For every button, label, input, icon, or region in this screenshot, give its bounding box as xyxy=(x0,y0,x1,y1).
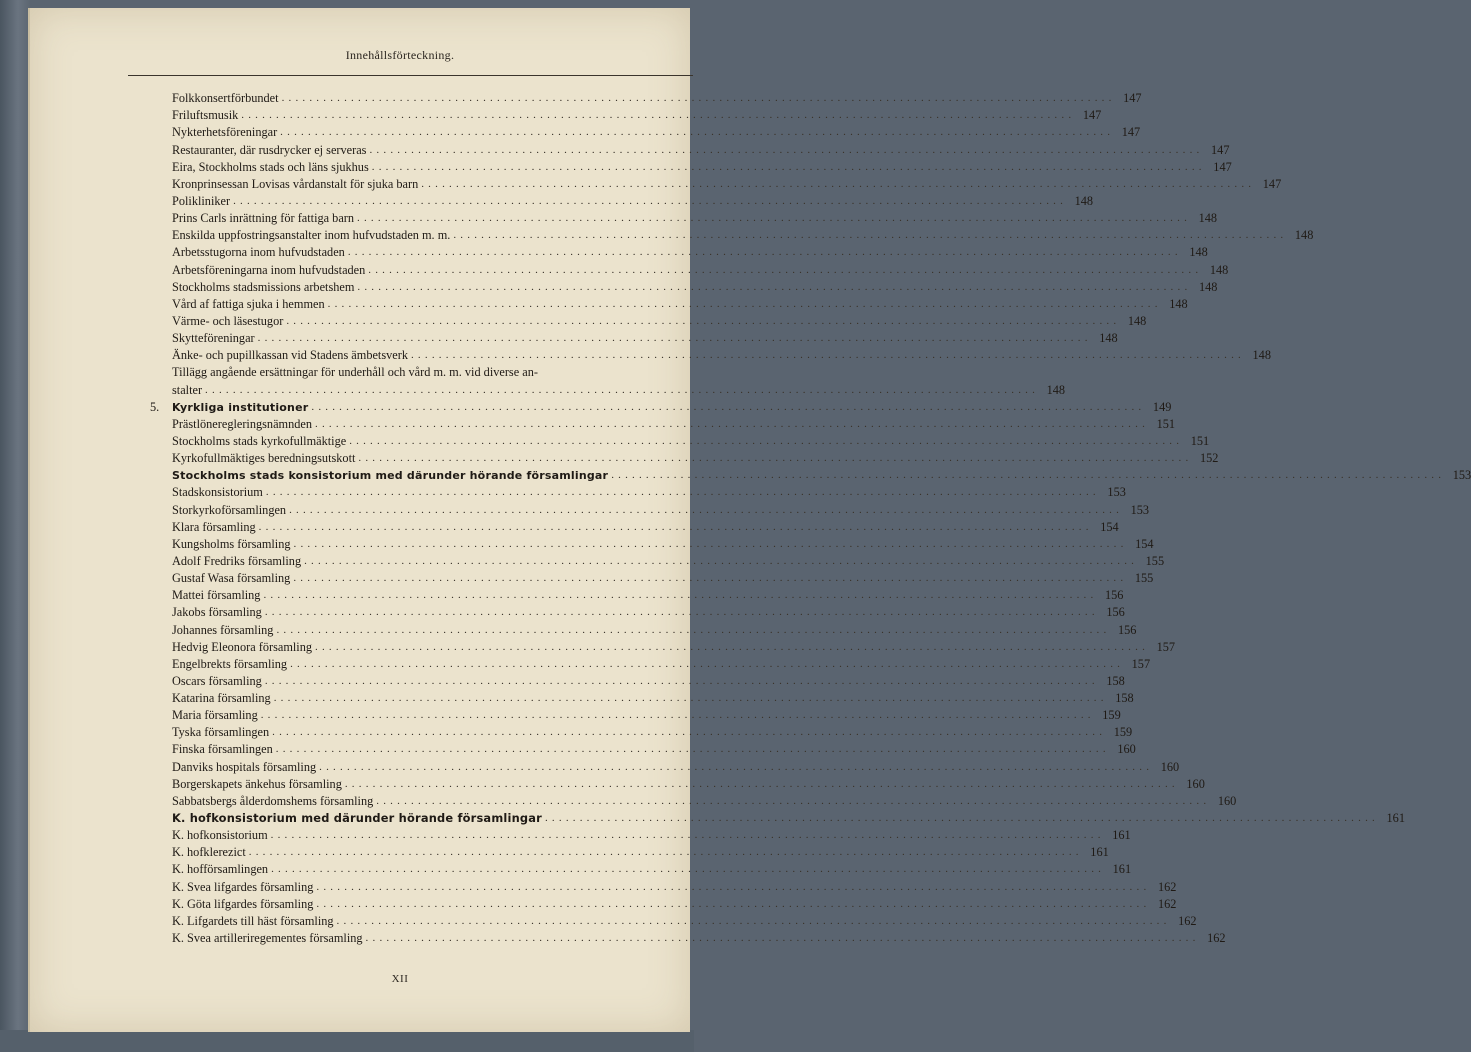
page-number: 147 xyxy=(1123,91,1142,106)
dot-leader: ........................................................................................................................ xyxy=(376,794,1211,807)
toc-entry xyxy=(150,157,1232,174)
entry-title: Maria församling xyxy=(172,708,258,723)
toc-entry xyxy=(150,482,1126,500)
page-number: 156 xyxy=(1106,605,1125,620)
entry-title: Jakobs församling xyxy=(172,605,262,620)
page-number: 155 xyxy=(1145,553,1165,568)
dot-leader: ........................................................................................................................ xyxy=(347,246,1182,259)
page-number: 148 xyxy=(1294,228,1314,243)
toc-entry xyxy=(150,722,1133,740)
entry-title: Kungsholms församling xyxy=(172,536,291,551)
page-number: 148 xyxy=(1046,382,1066,397)
toc-entry xyxy=(150,568,1154,586)
entry-title: Kyrkliga institutioner xyxy=(172,400,309,414)
page-number: 155 xyxy=(1134,571,1154,586)
entry-title: Restauranter, där rusdrycker ej serveras xyxy=(172,142,367,157)
dot-leader: ........................................................................................................................ xyxy=(315,417,1150,430)
dot-leader: ........................................................................................................................ xyxy=(265,486,1100,499)
toc-entry xyxy=(150,791,1237,808)
dot-leader: ........................................................................................................................ xyxy=(344,777,1179,790)
page-number: 154 xyxy=(1100,519,1119,534)
toc-entry xyxy=(150,688,1134,706)
toc-entry xyxy=(150,431,1210,448)
dot-leader: ........................................................................................................................ xyxy=(421,177,1256,190)
dot-leader: ........................................................................................................................ xyxy=(611,469,1446,482)
toc-entry xyxy=(150,774,1205,791)
toc-entry xyxy=(150,448,1219,466)
toc-entry xyxy=(150,928,1226,946)
entry-title: Stockholms stads kyrkofullmäktige xyxy=(172,433,347,448)
dot-leader: ........................................................................................................................ xyxy=(258,520,1093,533)
toc-entry xyxy=(150,534,1154,551)
entry-title: K. hofklerezict xyxy=(172,845,246,860)
toc-entry xyxy=(150,88,1142,106)
toc-entry xyxy=(150,122,1141,140)
page-number: 160 xyxy=(1117,742,1136,757)
book-cover-bottom xyxy=(0,1030,694,1052)
entry-title: Polikliniker xyxy=(172,193,231,208)
entry-title: Friluftsmusik xyxy=(172,108,239,123)
dot-leader: ........................................................................................................................ xyxy=(273,692,1108,705)
entry-title: Enskilda uppfostringsanstalter inom hufvudstaden m. m. xyxy=(172,228,451,243)
dot-leader: ........................................................................................................................ xyxy=(293,537,1128,550)
page-number: 161 xyxy=(1112,828,1131,843)
dot-leader: ........................................................................................................................ xyxy=(315,640,1150,653)
page-number: 148 xyxy=(1127,313,1147,328)
toc-entry xyxy=(150,499,1150,517)
page-number: 149 xyxy=(1152,399,1172,414)
toc-entry xyxy=(150,414,1176,431)
entry-title: Arbetsstugorna inom hufvudstaden xyxy=(172,245,345,260)
dot-leader: ........................................................................................................................ xyxy=(357,212,1192,225)
entry-title: Tyska församlingen xyxy=(172,725,270,740)
entry-title: K. Göta lifgardes församling xyxy=(172,896,314,911)
entry-title: Adolf Fredriks församling xyxy=(172,553,302,568)
page-number: 161 xyxy=(1112,862,1132,877)
dot-leader: ........................................................................................................................ xyxy=(241,109,1076,122)
page-number: 148 xyxy=(1198,211,1218,226)
dot-leader: ........................................................................................................................ xyxy=(263,589,1098,602)
entry-title: Danviks hospitals församling xyxy=(172,759,317,774)
toc-entry xyxy=(150,294,1188,311)
entry-title: Änke- och pupillkassan vid Stadens ämbetsverk xyxy=(172,348,408,363)
dot-leader: ........................................................................................................................ xyxy=(304,554,1139,567)
entry-title: Klara församling xyxy=(172,519,256,534)
dot-leader: ........................................................................................................................ xyxy=(311,400,1146,413)
entry-title: Värme- och läsestugor xyxy=(172,313,284,328)
entry-title: Tillägg angående ersättningar för underhåll och vård m. m. vid diverse an- xyxy=(172,365,538,380)
page-number: 161 xyxy=(1090,845,1109,860)
entry-title: Stockholms stadsmissions arbetshem xyxy=(172,279,355,294)
dot-leader: ........................................................................................................................ xyxy=(271,863,1106,876)
page-number: 161 xyxy=(1386,811,1405,826)
toc-entry xyxy=(150,756,1180,774)
dot-leader: ........................................................................................................................ xyxy=(410,349,1245,362)
page-number: 159 xyxy=(1102,708,1121,723)
page-number: 151 xyxy=(1190,433,1210,448)
toc-entry xyxy=(150,311,1147,328)
dot-leader: ........................................................................................................................ xyxy=(453,229,1288,242)
toc-entry xyxy=(150,345,1271,363)
page-number: 147 xyxy=(1211,142,1230,157)
book-page xyxy=(28,8,1471,1032)
dot-leader: ........................................................................................................................ xyxy=(272,726,1107,739)
toc-entry xyxy=(150,671,1125,688)
toc-entry xyxy=(150,191,1094,208)
page-number: 153 xyxy=(1452,468,1471,483)
page-number: 162 xyxy=(1157,879,1177,894)
page-number: 152 xyxy=(1199,451,1219,466)
entry-title: Engelbrekts församling xyxy=(172,656,288,671)
toc-entry xyxy=(150,208,1218,226)
toc-entry xyxy=(150,174,1282,191)
dot-leader: ........................................................................................................................ xyxy=(365,932,1200,945)
dot-leader: ........................................................................................................................ xyxy=(358,452,1193,465)
entry-title: K. hofförsamlingen xyxy=(172,862,269,877)
entry-title: Hedvig Eleonora församling xyxy=(172,639,313,654)
entry-title: K. Svea lifgardes församling xyxy=(172,879,314,894)
page-number: 156 xyxy=(1105,588,1124,603)
header-rule xyxy=(128,75,693,76)
dot-leader: ........................................................................................................................ xyxy=(233,194,1068,207)
page-number: 162 xyxy=(1178,913,1197,928)
entry-title: K. hofkonsistorium xyxy=(172,828,268,843)
page-number: 162 xyxy=(1207,931,1226,946)
entry-title: Finska församlingen xyxy=(172,742,273,757)
page-number: 148 xyxy=(1252,348,1271,363)
dot-leader: ........................................................................................................................ xyxy=(369,143,1204,156)
page-number: 148 xyxy=(1189,245,1208,260)
entry-title: Borgerskapets änkehus församling xyxy=(172,776,342,791)
entry-title: Kyrkofullmäktiges beredningsutskott xyxy=(172,451,356,466)
entry-title: Katarina församling xyxy=(172,691,271,706)
toc-entry xyxy=(150,328,1118,346)
page-number: 157 xyxy=(1156,639,1176,654)
entry-title: Prins Carls inrättning för fattiga barn xyxy=(172,211,355,226)
dot-leader: ........................................................................................................................ xyxy=(276,623,1111,636)
dot-leader: ........................................................................................................................ xyxy=(290,657,1125,670)
entry-title: K. Svea artilleriregementes församling xyxy=(172,931,363,946)
entry-title: Johannes församling xyxy=(172,622,274,637)
entry-title: Folkkonsertförbundet xyxy=(172,91,279,106)
page-number: 159 xyxy=(1113,725,1133,740)
toc-entry xyxy=(150,259,1229,277)
toc-entry xyxy=(150,585,1124,603)
page-number: 158 xyxy=(1115,691,1134,706)
entry-title: Sabbatsbergs ålderdomshems församling xyxy=(172,793,374,808)
toc-entry xyxy=(150,139,1230,157)
dot-leader: ........................................................................................................................ xyxy=(293,572,1128,585)
toc-entry xyxy=(150,551,1165,568)
page-number: 157 xyxy=(1131,656,1151,671)
entry-title: K. hofkonsistorium med därunder hörande församlingar xyxy=(172,811,542,826)
page-number: 153 xyxy=(1130,502,1150,517)
toc-entry xyxy=(150,911,1197,928)
running-head: Innehållsförteckning. xyxy=(345,48,455,62)
entry-title: Oscars församling xyxy=(172,673,262,688)
section-number: 5. xyxy=(150,399,160,414)
toc-section-heading xyxy=(150,808,1405,826)
toc-entry xyxy=(150,739,1136,757)
toc-entry xyxy=(150,379,1066,397)
entry-title: Skytteföreningar xyxy=(172,331,255,346)
toc-entry xyxy=(150,517,1119,534)
toc-entry xyxy=(150,876,1177,894)
dot-leader: ........................................................................................................................ xyxy=(205,383,1040,396)
page-number: 160 xyxy=(1160,759,1180,774)
page-number: 162 xyxy=(1157,896,1177,911)
dot-leader: ........................................................................................................................ xyxy=(336,914,1171,927)
entry-title: Storkyrkoförsamlingen xyxy=(172,502,287,517)
page-number: 147 xyxy=(1082,108,1102,123)
dot-leader: ........................................................................................................................ xyxy=(286,314,1121,327)
toc-entry xyxy=(150,602,1125,620)
entry-title: Stockholms stads konsistorium med därunder hörande församlingar xyxy=(172,469,609,483)
dot-leader: ........................................................................................................................ xyxy=(260,709,1095,722)
entry-title: stalter xyxy=(172,382,203,397)
entry-title: Mattei församling xyxy=(172,588,261,603)
entry-title: Kronprinsessan Lovisas vårdanstalt för sjuka barn xyxy=(172,176,419,191)
page-number: 154 xyxy=(1135,536,1154,551)
page-number: 148 xyxy=(1209,262,1229,277)
toc-entry xyxy=(150,362,668,379)
page-number: 156 xyxy=(1117,622,1137,637)
toc-section-heading xyxy=(150,465,1471,483)
page-number: 148 xyxy=(1099,331,1118,346)
toc-entry xyxy=(150,825,1131,843)
dot-leader: ........................................................................................................................ xyxy=(264,674,1099,687)
toc-entry xyxy=(150,242,1208,260)
dot-leader: ........................................................................................................................ xyxy=(371,160,1206,173)
page-number: 153 xyxy=(1107,485,1126,500)
toc-entry xyxy=(150,637,1176,654)
dot-leader: ........................................................................................................................ xyxy=(316,880,1151,893)
dot-leader: ........................................................................................................................ xyxy=(281,92,1116,105)
dot-leader: ........................................................................................................................ xyxy=(544,812,1379,825)
toc-entry xyxy=(150,705,1121,723)
entry-title: K. Lifgardets till häst församling xyxy=(172,913,334,928)
toc-section-heading xyxy=(150,397,1172,414)
dot-leader: ........................................................................................................................ xyxy=(319,760,1154,773)
dot-leader: ........................................................................................................................ xyxy=(327,297,1162,310)
toc-entry xyxy=(150,654,1151,671)
dot-leader: ........................................................................................................................ xyxy=(316,897,1151,910)
entry-title: Arbetsföreningarna inom hufvudstaden xyxy=(172,262,366,277)
toc-entry xyxy=(150,105,1102,123)
page-number: 148 xyxy=(1074,193,1094,208)
page-number: 147 xyxy=(1213,159,1232,174)
entry-title: Prästlöneregleringsnämnden xyxy=(172,416,313,431)
toc-entry xyxy=(150,859,1132,877)
toc-entry xyxy=(150,894,1177,911)
toc-entry xyxy=(150,277,1218,294)
toc-entry xyxy=(150,842,1109,860)
page-number: 151 xyxy=(1156,416,1176,431)
entry-title: Vård af fattiga sjuka i hemmen xyxy=(172,296,325,311)
table-of-contents xyxy=(150,88,1471,946)
page-number: 147 xyxy=(1121,125,1141,140)
dot-leader: ........................................................................................................................ xyxy=(264,606,1099,619)
entry-title: Gustaf Wasa församling xyxy=(172,571,291,586)
toc-entry xyxy=(150,619,1137,637)
page-number: 147 xyxy=(1262,176,1282,191)
entry-title: Eira, Stockholms stads och läns sjukhus xyxy=(172,159,369,174)
dot-leader: ........................................................................................................................ xyxy=(349,434,1184,447)
page-number: 160 xyxy=(1186,776,1205,791)
book-cover-edge xyxy=(0,0,30,1052)
page-number: 148 xyxy=(1169,296,1188,311)
page-number: 160 xyxy=(1217,793,1237,808)
page-folio: XII xyxy=(391,973,409,985)
entry-title: Stadskonsistorium xyxy=(172,485,263,500)
dot-leader: ........................................................................................................................ xyxy=(357,280,1192,293)
dot-leader: ........................................................................................................................ xyxy=(368,263,1203,276)
toc-entry xyxy=(150,225,1314,243)
dot-leader: ........................................................................................................................ xyxy=(257,332,1092,345)
dot-leader: ........................................................................................................................ xyxy=(275,743,1110,756)
page-number: 148 xyxy=(1198,279,1218,294)
entry-title: Nykterhetsföreningar xyxy=(172,125,278,140)
dot-leader: ........................................................................................................................ xyxy=(280,126,1115,139)
dot-leader: ........................................................................................................................ xyxy=(270,829,1105,842)
page-number: 158 xyxy=(1106,673,1125,688)
dot-leader: ........................................................................................................................ xyxy=(248,846,1083,859)
dot-leader: ........................................................................................................................ xyxy=(289,503,1124,516)
